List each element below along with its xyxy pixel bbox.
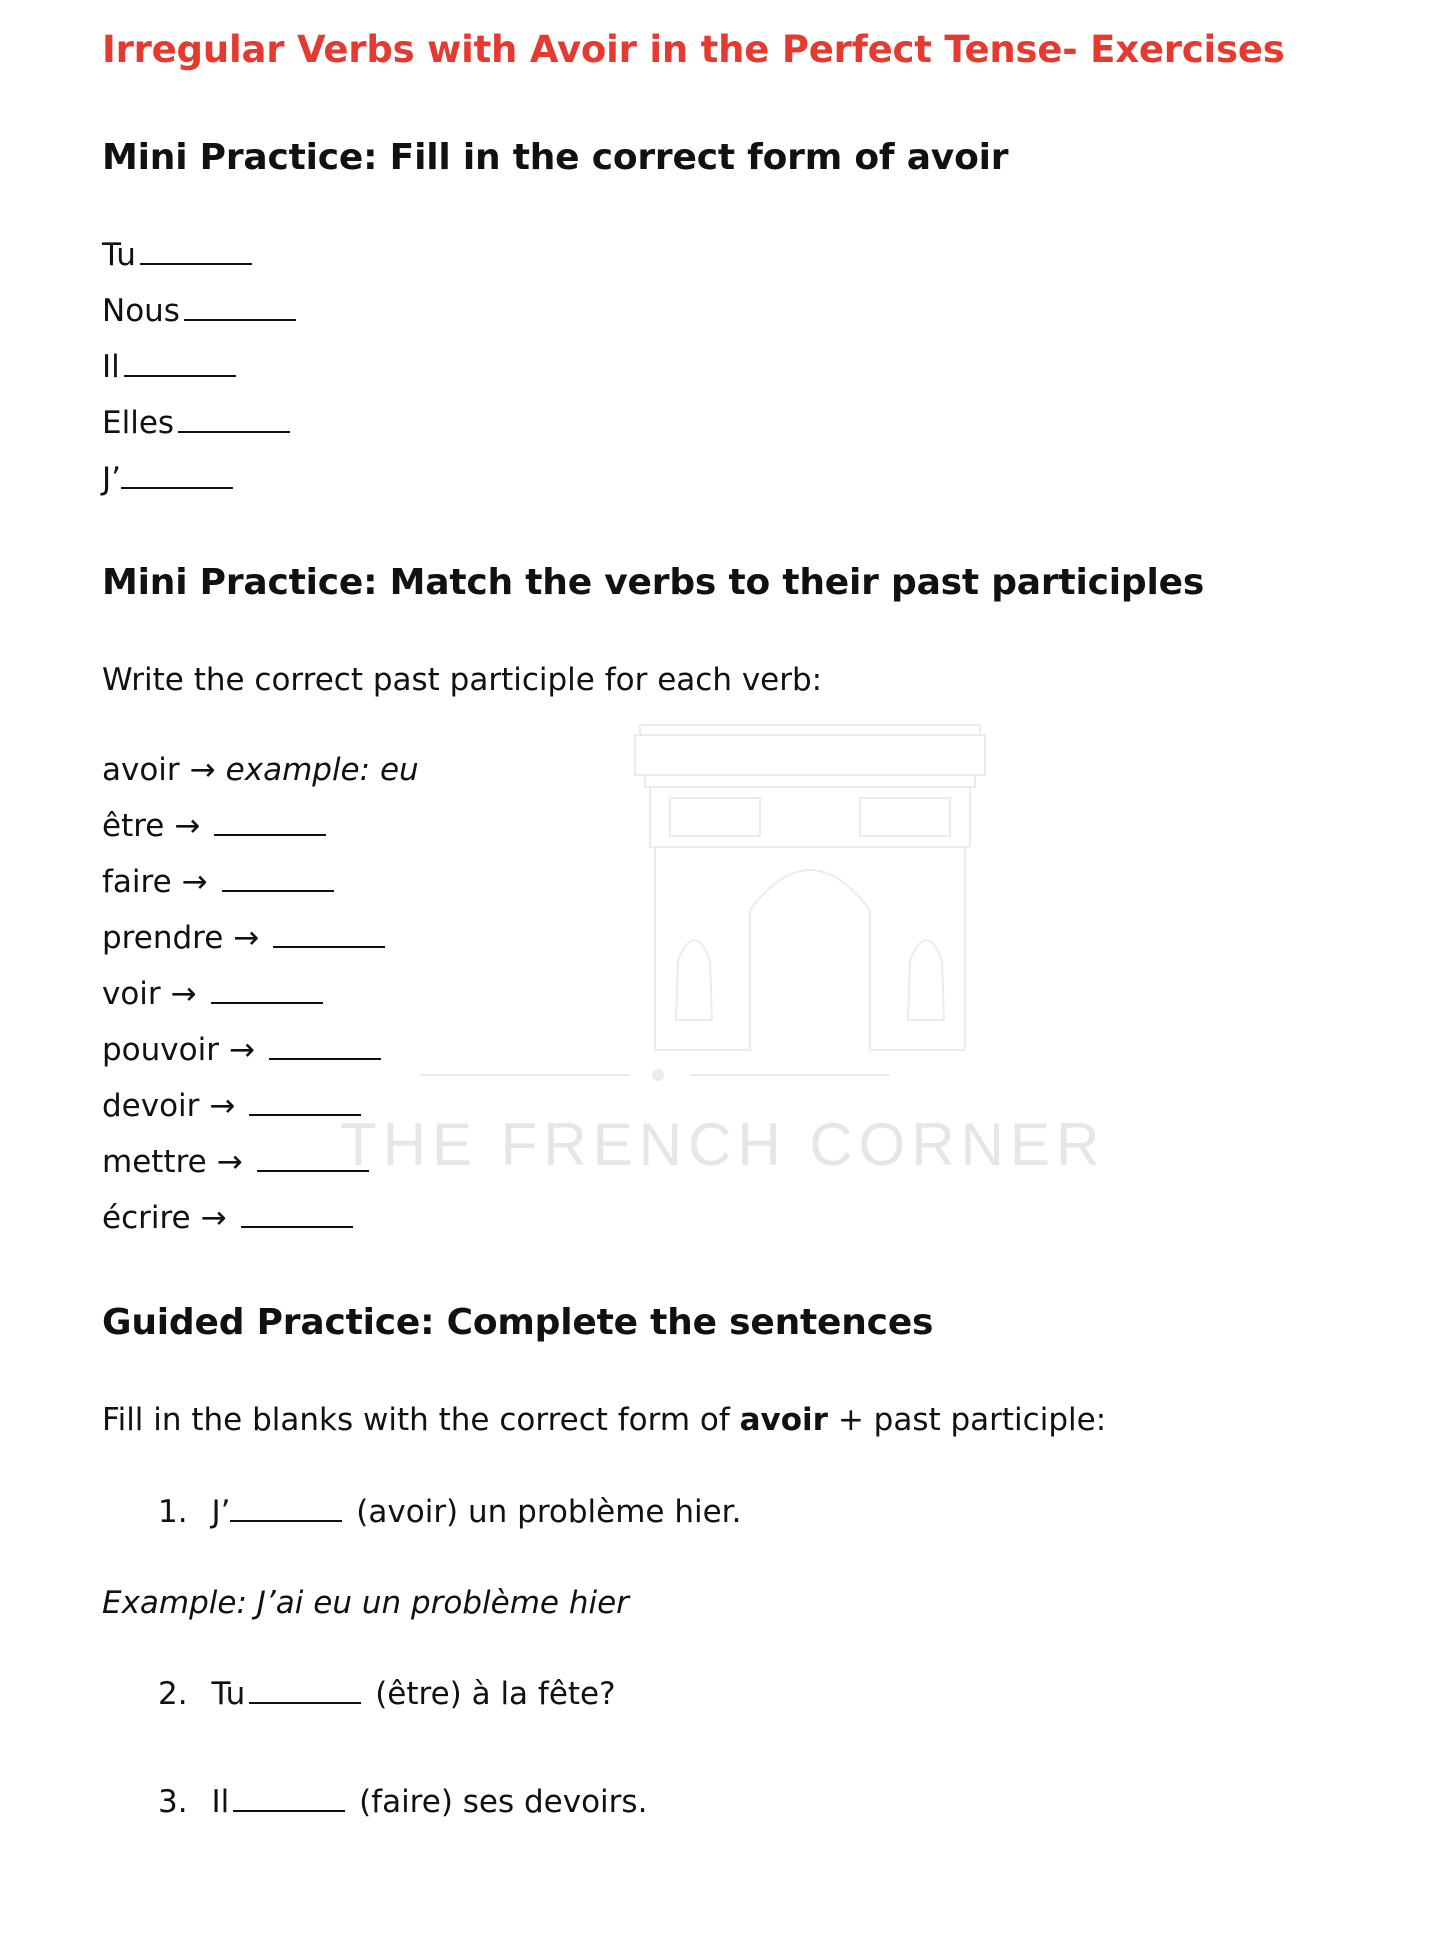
verb-label: avoir (102, 752, 180, 788)
answer-blank[interactable] (214, 828, 326, 836)
sentence-1 (158, 1494, 741, 1530)
fill-item-subject: Il (102, 349, 120, 385)
fill-item-elles (102, 405, 294, 441)
fill-item-subject: J’ (102, 461, 121, 497)
sentence-subject: Tu (211, 1676, 246, 1712)
instruction-text: Fill in the blanks with the correct form of (102, 1402, 740, 1438)
verb-label: écrire (102, 1200, 191, 1236)
answer-blank[interactable] (140, 257, 252, 265)
answer-blank[interactable] (211, 996, 323, 1004)
fill-item-nous (102, 293, 300, 329)
answer-blank[interactable] (241, 1220, 353, 1228)
arrow-icon: → (174, 808, 201, 844)
verb-label: faire (102, 864, 172, 900)
sentence-number: 2. (158, 1676, 188, 1712)
instruction-text: + past participle: (827, 1402, 1107, 1438)
sentence-example: Example: J’ai eu un problème hier (102, 1585, 629, 1621)
section3-instruction (102, 1402, 1106, 1438)
arrow-icon: → (200, 1200, 227, 1236)
sentence-number: 3. (158, 1784, 188, 1820)
answer-blank[interactable] (249, 1108, 361, 1116)
answer-blank[interactable] (184, 313, 296, 321)
arrow-icon: → (233, 920, 260, 956)
answer-blank[interactable] (233, 1804, 345, 1812)
arrow-icon: → (170, 976, 197, 1012)
answer-blank[interactable] (249, 1696, 361, 1704)
document-title: Irregular Verbs with Avoir in the Perfect Tense- Exercises (102, 28, 1285, 71)
sentence-rest: (être) à la fête? (375, 1676, 616, 1712)
arrow-icon: → (216, 1144, 243, 1180)
section3-heading: Guided Practice: Complete the sentences (102, 1302, 934, 1343)
verb-label: devoir (102, 1088, 200, 1124)
answer-blank[interactable] (121, 481, 233, 489)
example-word: example (225, 752, 360, 788)
arrow-icon: → (189, 752, 216, 788)
verb-label: pouvoir (102, 1032, 219, 1068)
section2-instruction: Write the correct past participle for each verb: (102, 662, 823, 698)
verb-example-row (102, 752, 419, 788)
sentence-2 (158, 1676, 616, 1712)
sentence-rest: (faire) ses devoirs. (359, 1784, 648, 1820)
example-answer: : eu (359, 752, 419, 788)
fill-item-il (102, 349, 240, 385)
fill-item-subject: Elles (102, 405, 175, 441)
instruction-bold: avoir (739, 1402, 828, 1438)
sentence-3 (158, 1784, 647, 1820)
sentence-number: 1. (158, 1494, 188, 1530)
arrow-icon: → (228, 1032, 255, 1068)
answer-blank[interactable] (124, 369, 236, 377)
verb-row (102, 808, 330, 844)
fill-item-je (102, 461, 237, 497)
verb-row (102, 1032, 385, 1068)
verb-label: être (102, 808, 165, 844)
fill-item-subject: Nous (102, 293, 180, 329)
verb-row (102, 920, 389, 956)
verb-label: voir (102, 976, 161, 1012)
sentence-rest: (avoir) un problème hier. (356, 1494, 742, 1530)
answer-blank[interactable] (257, 1164, 369, 1172)
section1-heading: Mini Practice: Fill in the correct form of avoir (102, 137, 1009, 178)
fill-item-tu (102, 237, 256, 273)
answer-blank[interactable] (230, 1514, 342, 1522)
arrow-icon: → (181, 864, 208, 900)
section2-heading: Mini Practice: Match the verbs to their past participles (102, 562, 1205, 603)
sentence-subject: J’ (211, 1494, 231, 1530)
answer-blank[interactable] (222, 884, 334, 892)
verb-row (102, 976, 327, 1012)
answer-blank[interactable] (273, 940, 385, 948)
arrow-icon: → (209, 1088, 236, 1124)
verb-row (102, 1144, 373, 1180)
verb-row (102, 864, 338, 900)
watermark-text: THE FRENCH CORNER (340, 1111, 1106, 1178)
verb-label: mettre (102, 1144, 207, 1180)
sentence-subject: Il (211, 1784, 230, 1820)
verb-row (102, 1200, 357, 1236)
verb-row (102, 1088, 365, 1124)
verb-label: prendre (102, 920, 224, 956)
answer-blank[interactable] (269, 1052, 381, 1060)
fill-item-subject: Tu (102, 237, 136, 273)
answer-blank[interactable] (178, 425, 290, 433)
